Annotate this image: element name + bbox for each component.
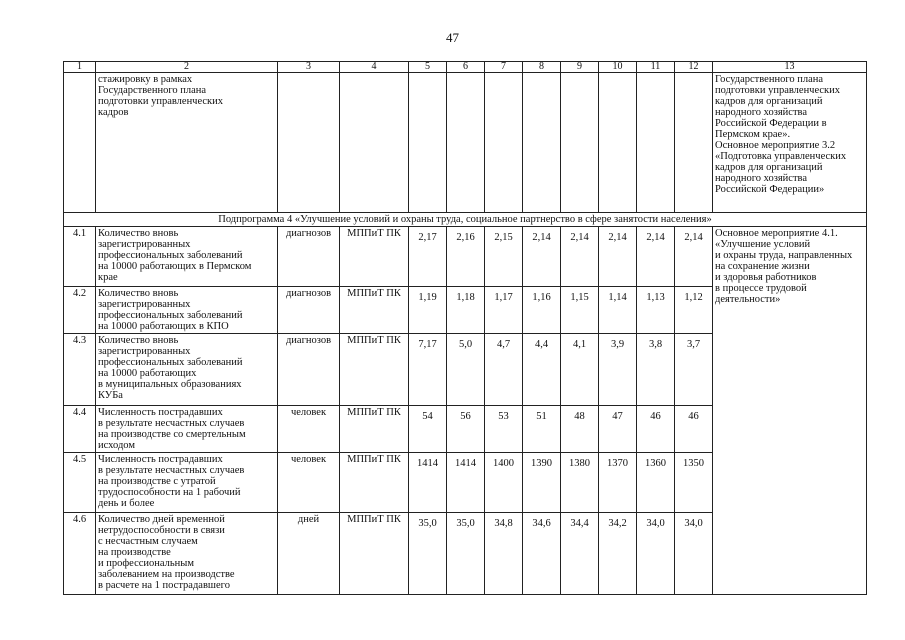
continuation-row	[64, 73, 867, 213]
value-cell: 4,1	[561, 334, 599, 406]
responsible-cell: МППиТ ПК	[340, 513, 409, 595]
indicator-name: Количество вновь зарегистрированных профессиональных заболеваний на 10000 работающих в муниципальных образованиях КУБа	[96, 334, 278, 406]
value-cell: 4,7	[485, 334, 523, 406]
unit-cell: человек	[278, 453, 340, 513]
row-number: 4.5	[64, 453, 96, 513]
value-cell: 1,15	[561, 287, 599, 334]
value-cell: 34,8	[485, 513, 523, 595]
column-number: 12	[675, 62, 713, 73]
value-cell: 3,8	[637, 334, 675, 406]
responsible-cell: МППиТ ПК	[340, 287, 409, 334]
value-cell: 1,19	[409, 287, 447, 334]
value-cell: 35,0	[409, 513, 447, 595]
empty-cell	[278, 73, 340, 213]
value-cell: 46	[675, 406, 713, 453]
value-cell: 1,12	[675, 287, 713, 334]
unit-cell: человек	[278, 406, 340, 453]
column-number: 10	[599, 62, 637, 73]
value-cell: 53	[485, 406, 523, 453]
empty-cell	[447, 73, 485, 213]
unit-cell: диагнозов	[278, 334, 340, 406]
empty-cell	[409, 73, 447, 213]
row-number	[64, 73, 96, 213]
unit-cell: диагнозов	[278, 287, 340, 334]
value-cell: 1,17	[485, 287, 523, 334]
empty-cell	[675, 73, 713, 213]
value-cell: 47	[599, 406, 637, 453]
empty-cell	[340, 73, 409, 213]
indicator-name: стажировку в рамках Государственного плана подготовки управленческих кадров	[96, 73, 278, 213]
value-cell: 1414	[447, 453, 485, 513]
page-number: 47	[446, 30, 459, 45]
responsible-cell: МППиТ ПК	[340, 227, 409, 287]
responsible-cell: МППиТ ПК	[340, 406, 409, 453]
value-cell: 1,13	[637, 287, 675, 334]
value-cell: 1390	[523, 453, 561, 513]
value-cell: 34,0	[637, 513, 675, 595]
indicator-name: Численность пострадавших в результате несчастных случаев на производстве с утратой трудоспособности на 1 рабочий день и более	[96, 453, 278, 513]
activity-note: Основное мероприятие 4.1. «Улучшение условий и охраны труда, направленных на сохранение жизни и здоровья работников в процессе трудовой деятельности»	[713, 227, 867, 595]
value-cell: 2,14	[599, 227, 637, 287]
value-cell: 3,7	[675, 334, 713, 406]
value-cell: 1,16	[523, 287, 561, 334]
value-cell: 2,14	[637, 227, 675, 287]
value-cell: 1350	[675, 453, 713, 513]
column-number: 13	[713, 62, 867, 73]
responsible-cell: МППиТ ПК	[340, 453, 409, 513]
value-cell: 2,15	[485, 227, 523, 287]
empty-cell	[485, 73, 523, 213]
table-row	[64, 227, 867, 287]
value-cell: 3,9	[599, 334, 637, 406]
value-cell: 54	[409, 406, 447, 453]
column-number: 5	[409, 62, 447, 73]
responsible-cell: МППиТ ПК	[340, 334, 409, 406]
unit-cell: диагнозов	[278, 227, 340, 287]
column-number: 11	[637, 62, 675, 73]
value-cell: 2,14	[561, 227, 599, 287]
column-number: 2	[96, 62, 278, 73]
column-number: 6	[447, 62, 485, 73]
value-cell: 2,14	[675, 227, 713, 287]
column-number: 9	[561, 62, 599, 73]
row-number: 4.2	[64, 287, 96, 334]
value-cell: 34,0	[675, 513, 713, 595]
subprogram-title: Подпрограмма 4 «Улучшение условий и охраны труда, социальное партнерство в сфере занятости населения»	[64, 213, 867, 227]
value-cell: 1,18	[447, 287, 485, 334]
value-cell: 35,0	[447, 513, 485, 595]
column-number: 7	[485, 62, 523, 73]
indicator-name: Численность пострадавших в результате несчастных случаев на производстве со смертельным исходом	[96, 406, 278, 453]
value-cell: 1414	[409, 453, 447, 513]
value-cell: 1360	[637, 453, 675, 513]
value-cell: 2,14	[523, 227, 561, 287]
value-cell: 4,4	[523, 334, 561, 406]
value-cell: 34,4	[561, 513, 599, 595]
value-cell: 34,2	[599, 513, 637, 595]
value-cell: 51	[523, 406, 561, 453]
activity-note: Государственного плана подготовки управленческих кадров для организаций народного хозяйства Российской Федерации в Пермском крае». Основное мероприятие 3.2 «Подготовка управленческих кадров для организаций народного хозяйства Российской Федерации»	[713, 73, 867, 213]
row-number: 4.3	[64, 334, 96, 406]
empty-cell	[637, 73, 675, 213]
row-number: 4.6	[64, 513, 96, 595]
indicators-table	[63, 61, 867, 595]
value-cell: 1400	[485, 453, 523, 513]
empty-cell	[561, 73, 599, 213]
value-cell: 5,0	[447, 334, 485, 406]
column-number: 4	[340, 62, 409, 73]
row-number: 4.4	[64, 406, 96, 453]
row-number: 4.1	[64, 227, 96, 287]
empty-cell	[523, 73, 561, 213]
unit-cell: дней	[278, 513, 340, 595]
value-cell: 7,17	[409, 334, 447, 406]
value-cell: 56	[447, 406, 485, 453]
value-cell: 1380	[561, 453, 599, 513]
value-cell: 46	[637, 406, 675, 453]
value-cell: 1,14	[599, 287, 637, 334]
value-cell: 48	[561, 406, 599, 453]
value-cell: 1370	[599, 453, 637, 513]
header-row	[64, 62, 867, 73]
column-number: 3	[278, 62, 340, 73]
value-cell: 2,17	[409, 227, 447, 287]
indicator-name: Количество дней временной нетрудоспособности в связи с несчастным случаем на производстве и профессиональным заболеванием на производстве в расчете на 1 пострадавшего	[96, 513, 278, 595]
column-number: 1	[64, 62, 96, 73]
value-cell: 34,6	[523, 513, 561, 595]
empty-cell	[599, 73, 637, 213]
value-cell: 2,16	[447, 227, 485, 287]
indicator-name: Количество вновь зарегистрированных профессиональных заболеваний на 10000 работающих в КПО	[96, 287, 278, 334]
column-number: 8	[523, 62, 561, 73]
indicator-name: Количество вновь зарегистрированных профессиональных заболеваний на 10000 работающих в Пермском крае	[96, 227, 278, 287]
subprogram-row	[64, 213, 867, 227]
